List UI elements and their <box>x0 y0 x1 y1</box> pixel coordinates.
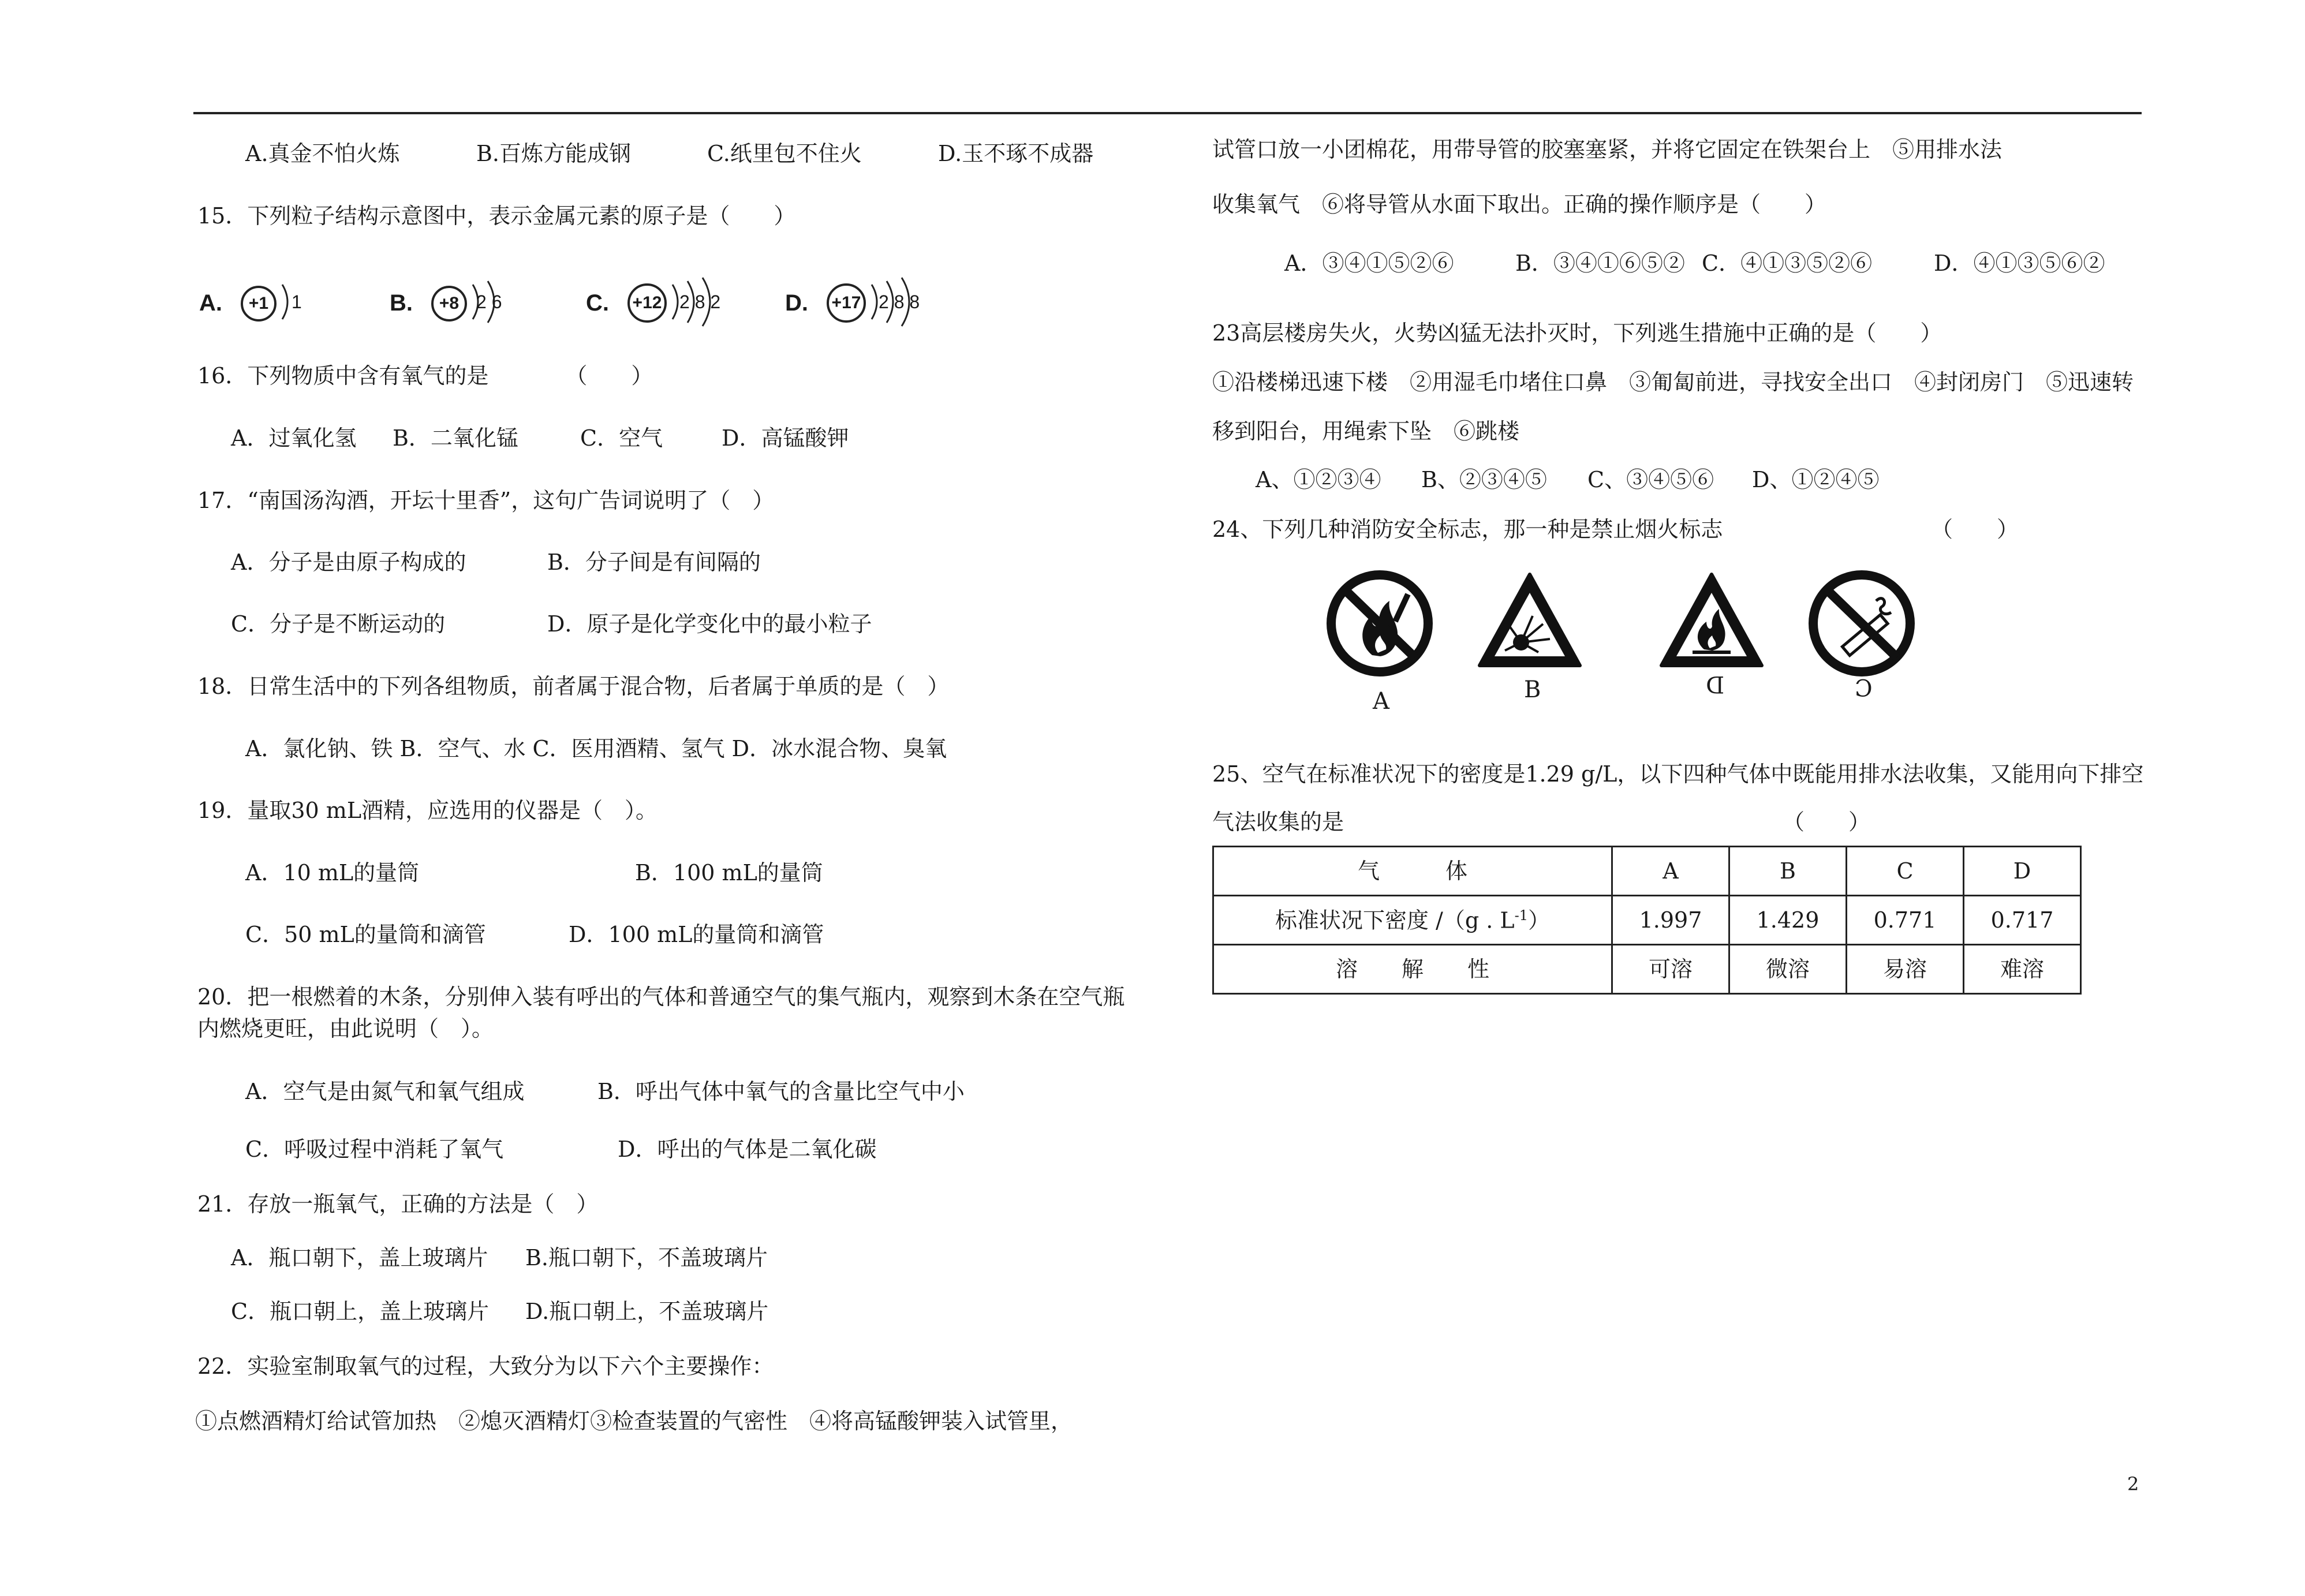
unit-exponent: -1 <box>1514 907 1529 924</box>
nucleus: +8 <box>431 286 467 322</box>
q19-stem: 19．量取30 mL酒精，应选用的仪器是（ ）。 <box>197 798 658 823</box>
atom-diagram-a <box>199 280 326 332</box>
no-fire-icon <box>1325 569 1434 678</box>
table-cell: 难溶 <box>1964 945 2081 994</box>
option-b: B、②③④⑤ <box>1421 467 1547 492</box>
option-c: C.纸里包不住火 <box>707 141 862 166</box>
q22-stem: 22．实验室制取氧气的过程，大致分为以下六个主要操作： <box>197 1354 774 1379</box>
table-cell: 0.771 <box>1847 896 1964 945</box>
q25-answer-paren: （ ） <box>1783 809 1871 835</box>
sign-label-b: B <box>1524 676 1541 703</box>
header-cell: D <box>1964 847 2081 896</box>
table-cell: 微溶 <box>1729 945 1847 994</box>
q17-stem: 17．“南国汤沟酒，开坛十里香”，这句广告词说明了（ ） <box>197 488 775 513</box>
option-d: D．原子是化学变化中的最小粒子 <box>547 611 872 637</box>
atom-diagram-b <box>390 280 522 332</box>
option-b: B.瓶口朝下，不盖玻璃片 <box>525 1245 768 1270</box>
table-cell: 1.429 <box>1729 896 1847 945</box>
q23-stem: 23高层楼房失火，火势凶猛无法扑灭时，下列逃生措施中正确的是（ ） <box>1212 320 1942 346</box>
option-c: C．50 mL的量筒和滴管 <box>245 922 486 947</box>
option-b: B．分子间是有间隔的 <box>547 550 761 575</box>
atom-label: C. <box>586 290 609 316</box>
table-cell: 0.717 <box>1964 896 2081 945</box>
sign-label-a: A <box>1373 688 1389 715</box>
header-cell: A <box>1612 847 1729 896</box>
option-d: D．呼出的气体是二氧化碳 <box>618 1137 877 1162</box>
atom-label: D. <box>785 290 808 316</box>
top-rule <box>193 112 2142 114</box>
table-row <box>1213 896 2081 945</box>
table-cell: 可溶 <box>1612 945 1729 994</box>
header-cell: 气 体 <box>1213 847 1612 896</box>
electron-count: 2 6 <box>476 291 502 312</box>
option-b: B.百炼方能成钢 <box>476 141 632 166</box>
option-a: A．10 mL的量筒 <box>245 860 420 885</box>
option-c: C、③④⑤⑥ <box>1587 467 1714 492</box>
option-a: A．过氧化氢 <box>231 425 357 451</box>
option-a: A、①②③④ <box>1256 467 1381 492</box>
option-d: D．④①③⑤⑥② <box>1934 251 2105 276</box>
option-a: A.真金不怕火炼 <box>245 141 400 166</box>
q16-stem: 16．下列物质中含有氧气的是 （ ） <box>197 363 653 388</box>
nucleus: +17 <box>827 283 866 323</box>
q21-stem: 21．存放一瓶氧气，正确的方法是（ ） <box>197 1191 599 1217</box>
header-cell: C <box>1847 847 1964 896</box>
density-label-text: 标准状况下密度 /（g . L <box>1275 907 1515 933</box>
option-c: C．分子是不断运动的 <box>231 611 446 637</box>
q22-steps-line: ①点燃酒精灯给试管加热 ②熄灭酒精灯③检查装置的气密性 ④将高锰酸钾装入试管里， <box>195 1408 1073 1434</box>
no-smoking-icon <box>1807 569 1917 678</box>
header-cell: B <box>1729 847 1847 896</box>
q25-line2: 气法收集的是 <box>1212 809 1344 835</box>
q23-line3: 移到阳台，用绳索下坠 ⑥跳楼 <box>1212 418 1520 444</box>
option-a: A．分子是由原子构成的 <box>231 550 466 575</box>
atom-diagram-c <box>586 280 736 332</box>
q22-cont-line1: 试管口放一小团棉花，用带导管的胶塞塞紧，并将它固定在铁架台上 ⑤用排水法 <box>1212 137 2003 162</box>
option-c: C．空气 <box>580 425 663 451</box>
option-c: C．呼吸过程中消耗了氧气 <box>245 1137 504 1162</box>
option-d: D、①②④⑤ <box>1752 467 1880 492</box>
density-label-close: ） <box>1528 907 1551 933</box>
q20-stem-line1: 20．把一根燃着的木条，分别伸入装有呼出的气体和普通空气的集气瓶内，观察到木条在空气瓶 <box>197 984 1125 1010</box>
atom-label: B. <box>390 290 413 316</box>
sign-label-d: D <box>1706 671 1725 697</box>
option-d: D.玉不琢不成器 <box>938 141 1094 166</box>
electron-count: 1 <box>292 291 302 312</box>
option-b: B．100 mL的量筒 <box>635 860 823 885</box>
q15-stem: 15．下列粒子结构示意图中，表示金属元素的原子是（ ） <box>197 203 796 229</box>
option-d: D.瓶口朝上，不盖玻璃片 <box>525 1299 769 1324</box>
explosive-icon <box>1475 569 1585 678</box>
q24-answer-paren: （ ） <box>1931 517 2019 542</box>
table-cell: 1.997 <box>1612 896 1729 945</box>
q18-options: A．氯化钠、铁 B．空气、水 C．医用酒精、氢气 D．冰水混合物、臭氧 <box>245 736 947 761</box>
option-d: D．高锰酸钾 <box>722 425 849 451</box>
q22-cont-line2: 收集氧气 ⑥将导管从水面下取出。正确的操作顺序是（ ） <box>1212 192 1827 217</box>
q23-line2: ①沿楼梯迅速下楼 ②用湿毛巾堵住口鼻 ③匍匐前进，寻找安全出口 ④封闭房门 ⑤迅速转 <box>1212 369 2134 395</box>
option-c: C．瓶口朝上，盖上玻璃片 <box>231 1299 490 1324</box>
q20-stem-line2: 内燃烧更旺，由此说明（ ）。 <box>197 1016 494 1041</box>
gas-density-table <box>1212 846 2082 995</box>
option-c: C．④①③⑤②⑥ <box>1702 251 1873 276</box>
option-b: B．呼出气体中氧气的含量比空气中小 <box>597 1079 965 1104</box>
electron-count: 2 8 2 <box>679 291 721 312</box>
option-a: A．空气是由氮气和氧气组成 <box>245 1079 525 1104</box>
nucleus: +12 <box>627 283 667 323</box>
table-header-row <box>1213 847 2081 896</box>
q18-stem: 18．日常生活中的下列各组物质，前者属于混合物，后者属于单质的是（ ） <box>197 674 950 699</box>
option-b: B．③④①⑥⑤② <box>1515 251 1685 276</box>
table-row <box>1213 945 2081 994</box>
option-b: B．二氧化锰 <box>393 425 518 451</box>
atom-diagram-d <box>785 280 935 332</box>
row-label: 溶 解 性 <box>1213 945 1612 994</box>
q25-line1: 25、空气在标准状况下的密度是1.29 g/L，以下四种气体中既能用排水法收集，又能用向下排空 <box>1212 761 2144 787</box>
option-d: D．100 mL的量筒和滴管 <box>569 922 824 947</box>
q24-stem: 24、下列几种消防安全标志，那一种是禁止烟火标志 <box>1212 517 1723 542</box>
page-number: 2 <box>2127 1473 2139 1495</box>
option-a: A．瓶口朝下，盖上玻璃片 <box>231 1245 488 1270</box>
nucleus: +1 <box>241 286 277 322</box>
electron-count: 2 8 8 <box>879 291 920 312</box>
table-cell: 易溶 <box>1847 945 1964 994</box>
flammable-icon <box>1657 569 1766 678</box>
option-a: A．③④①⑤②⑥ <box>1284 251 1454 276</box>
atom-label: A. <box>199 290 222 316</box>
sign-label-c: C <box>1855 674 1873 700</box>
row-label <box>1213 896 1612 945</box>
